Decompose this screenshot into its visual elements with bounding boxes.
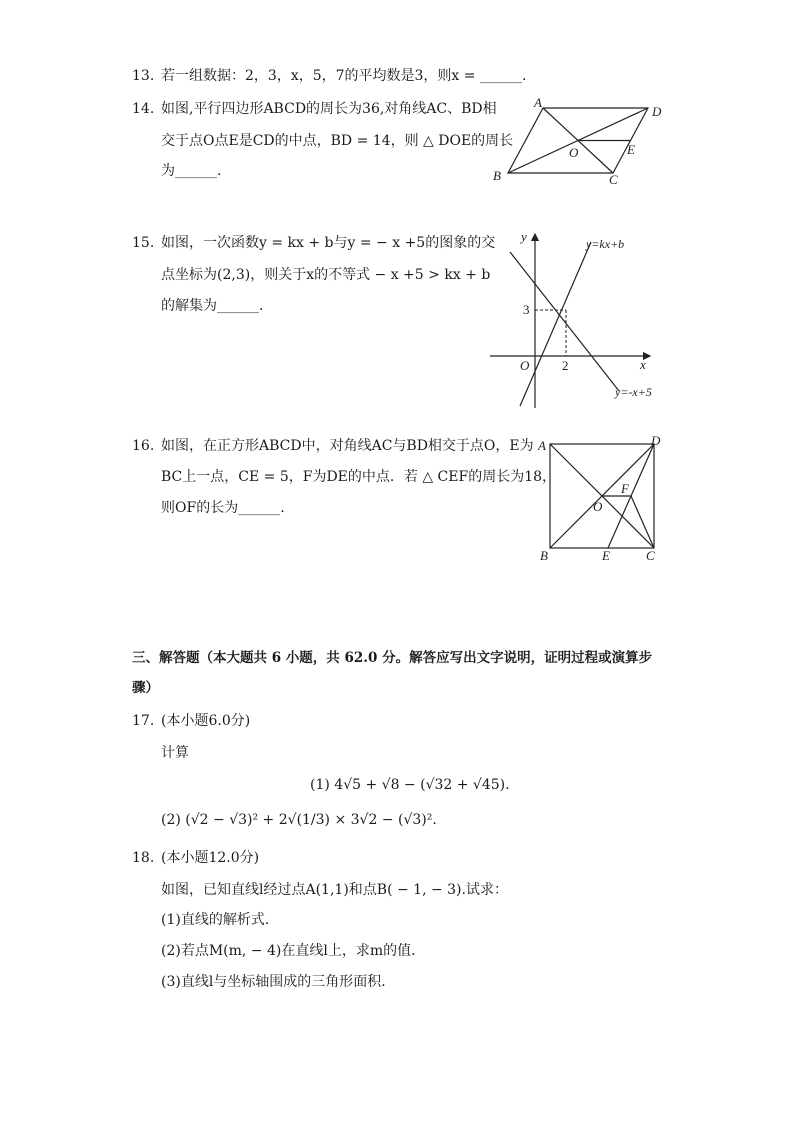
q15-tick-2: 2 [562, 358, 569, 373]
q16-line2: BC上一点，CE = 5，F为DE的中点．若 △ CEF的周长为18， [161, 469, 557, 485]
q14-number: 14. [132, 101, 155, 117]
q15-line-kx-b [520, 242, 591, 406]
q14-label-d: D [652, 104, 662, 119]
q16-label-a: A [538, 438, 546, 453]
q18-prompt: 如图，已知直线l经过点A(1,1)和点B( − 1, − 3).试求： [161, 882, 508, 898]
q14-label-c: C [609, 172, 618, 187]
q15-graph-figure [488, 226, 668, 412]
q14-label-b: B [493, 168, 501, 183]
q17-prompt: 计算 [161, 745, 189, 761]
q16-label-d: D [651, 433, 661, 448]
q15-tick-3: 3 [523, 302, 530, 317]
q14-label-o: O [569, 145, 579, 160]
q16-label-b: B [540, 548, 548, 563]
q14-line1: 如图,平行四边形ABCD的周长为36,对角线AC、BD相 [161, 101, 497, 117]
q15-line3: 的解集为______. [161, 298, 264, 314]
q18-part3: (3)直线l与坐标轴围成的三角形面积． [161, 974, 396, 990]
q16-label-f: F [621, 481, 629, 496]
q16-square-figure [535, 432, 675, 566]
q14-parallelogram-figure [488, 96, 668, 190]
q14-label-e: E [627, 142, 635, 157]
q16-label-o: O [593, 499, 603, 514]
q17-score: (本小题6.0分) [161, 713, 251, 729]
q16-label-c: C [646, 548, 655, 563]
q16-label-e: E [602, 548, 610, 563]
q16-segment-fc [631, 496, 654, 548]
section3-header-line1: 三、解答题（本大题共 6 小题，共 62.0 分。解答应写出文字说明，证明过程或演算步 [132, 650, 653, 666]
q15-label-line2: y=-x+5 [615, 385, 652, 399]
q14-line2: 交于点O点E是CD的中点，BD = 14，则 △ DOE的周长 [161, 133, 514, 149]
q14-label-a: A [534, 96, 542, 110]
q18-score: (本小题12.0分) [161, 850, 260, 866]
q17-part1: (1) 4√5 + √8 − (√32 + √45). [310, 777, 510, 793]
q16-line3: 则OF的长为______. [161, 500, 285, 516]
q18-part1: (1)直线的解析式． [161, 912, 279, 928]
q18-number: 18. [132, 850, 155, 866]
q16-line1: 如图，在正方形ABCD中，对角线AC与BD相交于点O，E为 [161, 438, 534, 454]
q15-label-y: y [521, 229, 527, 244]
q15-label-origin: O [520, 358, 530, 373]
q18-part2: (2)若点M(m, − 4)在直线l上，求m的值． [161, 943, 426, 959]
q16-number: 16. [132, 438, 155, 454]
q17-number: 17. [132, 713, 155, 729]
q13-text: 若一组数据：2，3，x，5，7的平均数是3，则x = ______. [161, 68, 527, 84]
q15-label-x: x [640, 357, 646, 372]
q15-number: 15. [132, 235, 155, 251]
q14-line3: 为______. [161, 163, 222, 179]
q17-part2: (2) (√2 − √3)² + 2√(1/3) × 3√2 − (√3)². [161, 812, 437, 828]
section3-header-line2: 骤） [132, 680, 159, 696]
q15-line2: 点坐标为(2,3)，则关于x的不等式 − x +5 > kx + b [161, 267, 491, 283]
q15-line1: 如图，一次函数y = kx + b与y = − x +5的图象的交 [161, 235, 496, 251]
q15-label-line1: y=kx+b [586, 237, 625, 251]
q13-number: 13. [132, 68, 155, 84]
